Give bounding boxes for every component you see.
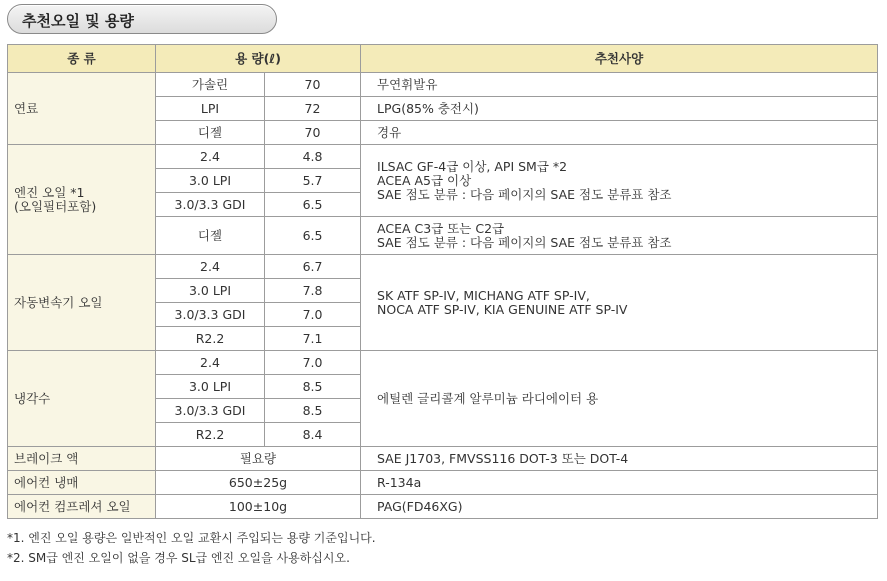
spec-line: NOCA ATF SP-IV, KIA GENUINE ATF SP-IV — [377, 301, 628, 317]
category-engine-oil-line1: 엔진 오일 *1 — [14, 184, 85, 200]
spec-cell: LPG(85% 충전시) — [361, 97, 878, 121]
table-header-row — [8, 45, 878, 73]
capacity-cell: 7.1 — [265, 327, 361, 351]
category-fuel: 연료 — [8, 73, 156, 145]
variant-cell: 3.0 LPI — [156, 279, 265, 303]
capacity-cell: 6.7 — [265, 255, 361, 279]
spec-line: SAE 점도 분류 : 다음 페이지의 SAE 점도 분류표 참조 — [377, 234, 672, 250]
footnote-2: *2. SM급 엔진 오일이 없을 경우 SL급 엔진 오일을 사용하십시오. — [7, 551, 350, 565]
capacity-cell: 필요량 — [156, 447, 361, 471]
variant-cell: 2.4 — [156, 255, 265, 279]
capacity-cell: 100±10g — [156, 495, 361, 519]
capacity-cell: 5.7 — [265, 169, 361, 193]
variant-cell: 3.0 LPI — [156, 169, 265, 193]
category-engine-oil — [8, 145, 156, 255]
variant-cell: LPI — [156, 97, 265, 121]
capacity-cell: 650±25g — [156, 471, 361, 495]
spec-cell-transmission — [361, 255, 878, 351]
capacity-cell: 8.5 — [265, 375, 361, 399]
variant-cell: 가솔린 — [156, 73, 265, 97]
capacity-cell: 7.8 — [265, 279, 361, 303]
spec-line: ACEA A5급 이상 — [377, 172, 472, 188]
spec-cell: SAE J1703, FMVSS116 DOT-3 또는 DOT-4 — [361, 447, 878, 471]
header-capacity: 용 량(ℓ) — [156, 45, 361, 73]
capacity-cell: 70 — [265, 73, 361, 97]
table-row — [8, 471, 878, 495]
category-transmission: 자동변속기 오일 — [8, 255, 156, 351]
section-title: 추천오일 및 용량 — [22, 12, 134, 30]
spec-line: SK ATF SP-IV, MICHANG ATF SP-IV, — [377, 287, 590, 303]
table-row — [8, 351, 878, 375]
spec-cell-engine-a — [361, 145, 878, 217]
capacity-cell: 6.5 — [265, 217, 361, 255]
capacity-cell: 8.5 — [265, 399, 361, 423]
oil-capacity-table — [7, 44, 878, 519]
capacity-cell: 72 — [265, 97, 361, 121]
variant-cell: 디젤 — [156, 217, 265, 255]
table-row — [8, 73, 878, 97]
capacity-cell: 70 — [265, 121, 361, 145]
table-row — [8, 255, 878, 279]
spec-cell: 무연휘발유 — [361, 73, 878, 97]
variant-cell: 3.0/3.3 GDI — [156, 399, 265, 423]
spec-line: ILSAC GF-4급 이상, API SM급 *2 — [377, 158, 568, 174]
table-row — [8, 145, 878, 169]
capacity-cell: 7.0 — [265, 303, 361, 327]
variant-cell: R2.2 — [156, 327, 265, 351]
category-brake-fluid: 브레이크 액 — [8, 447, 156, 471]
variant-cell: 2.4 — [156, 145, 265, 169]
variant-cell: 3.0 LPI — [156, 375, 265, 399]
spec-line: ACEA C3급 또는 C2급 — [377, 220, 505, 236]
section-title-box — [7, 4, 277, 34]
header-type: 종 류 — [8, 45, 156, 73]
capacity-cell: 8.4 — [265, 423, 361, 447]
variant-cell: 디젤 — [156, 121, 265, 145]
capacity-cell: 4.8 — [265, 145, 361, 169]
variant-cell: 3.0/3.3 GDI — [156, 193, 265, 217]
footnote-1: *1. 엔진 오일 용량은 일반적인 오일 교환시 주입되는 용량 기준입니다. — [7, 531, 376, 545]
spec-cell-coolant: 에틸렌 글리콜계 알루미늄 라디에이터 용 — [361, 351, 878, 447]
variant-cell: R2.2 — [156, 423, 265, 447]
category-coolant: 냉각수 — [8, 351, 156, 447]
table-row — [8, 447, 878, 471]
capacity-cell: 7.0 — [265, 351, 361, 375]
spec-line: SAE 점도 분류 : 다음 페이지의 SAE 점도 분류표 참조 — [377, 186, 672, 202]
table-row — [8, 495, 878, 519]
spec-cell: 경유 — [361, 121, 878, 145]
spec-cell: R-134a — [361, 471, 878, 495]
category-engine-oil-line2: (오일필터포함) — [14, 198, 97, 214]
category-refrigerant: 에어컨 냉매 — [8, 471, 156, 495]
spec-cell-engine-b — [361, 217, 878, 255]
variant-cell: 3.0/3.3 GDI — [156, 303, 265, 327]
capacity-cell: 6.5 — [265, 193, 361, 217]
variant-cell: 2.4 — [156, 351, 265, 375]
header-spec: 추천사양 — [361, 45, 878, 73]
spec-cell: PAG(FD46XG) — [361, 495, 878, 519]
category-compressor-oil: 에어컨 컴프레셔 오일 — [8, 495, 156, 519]
